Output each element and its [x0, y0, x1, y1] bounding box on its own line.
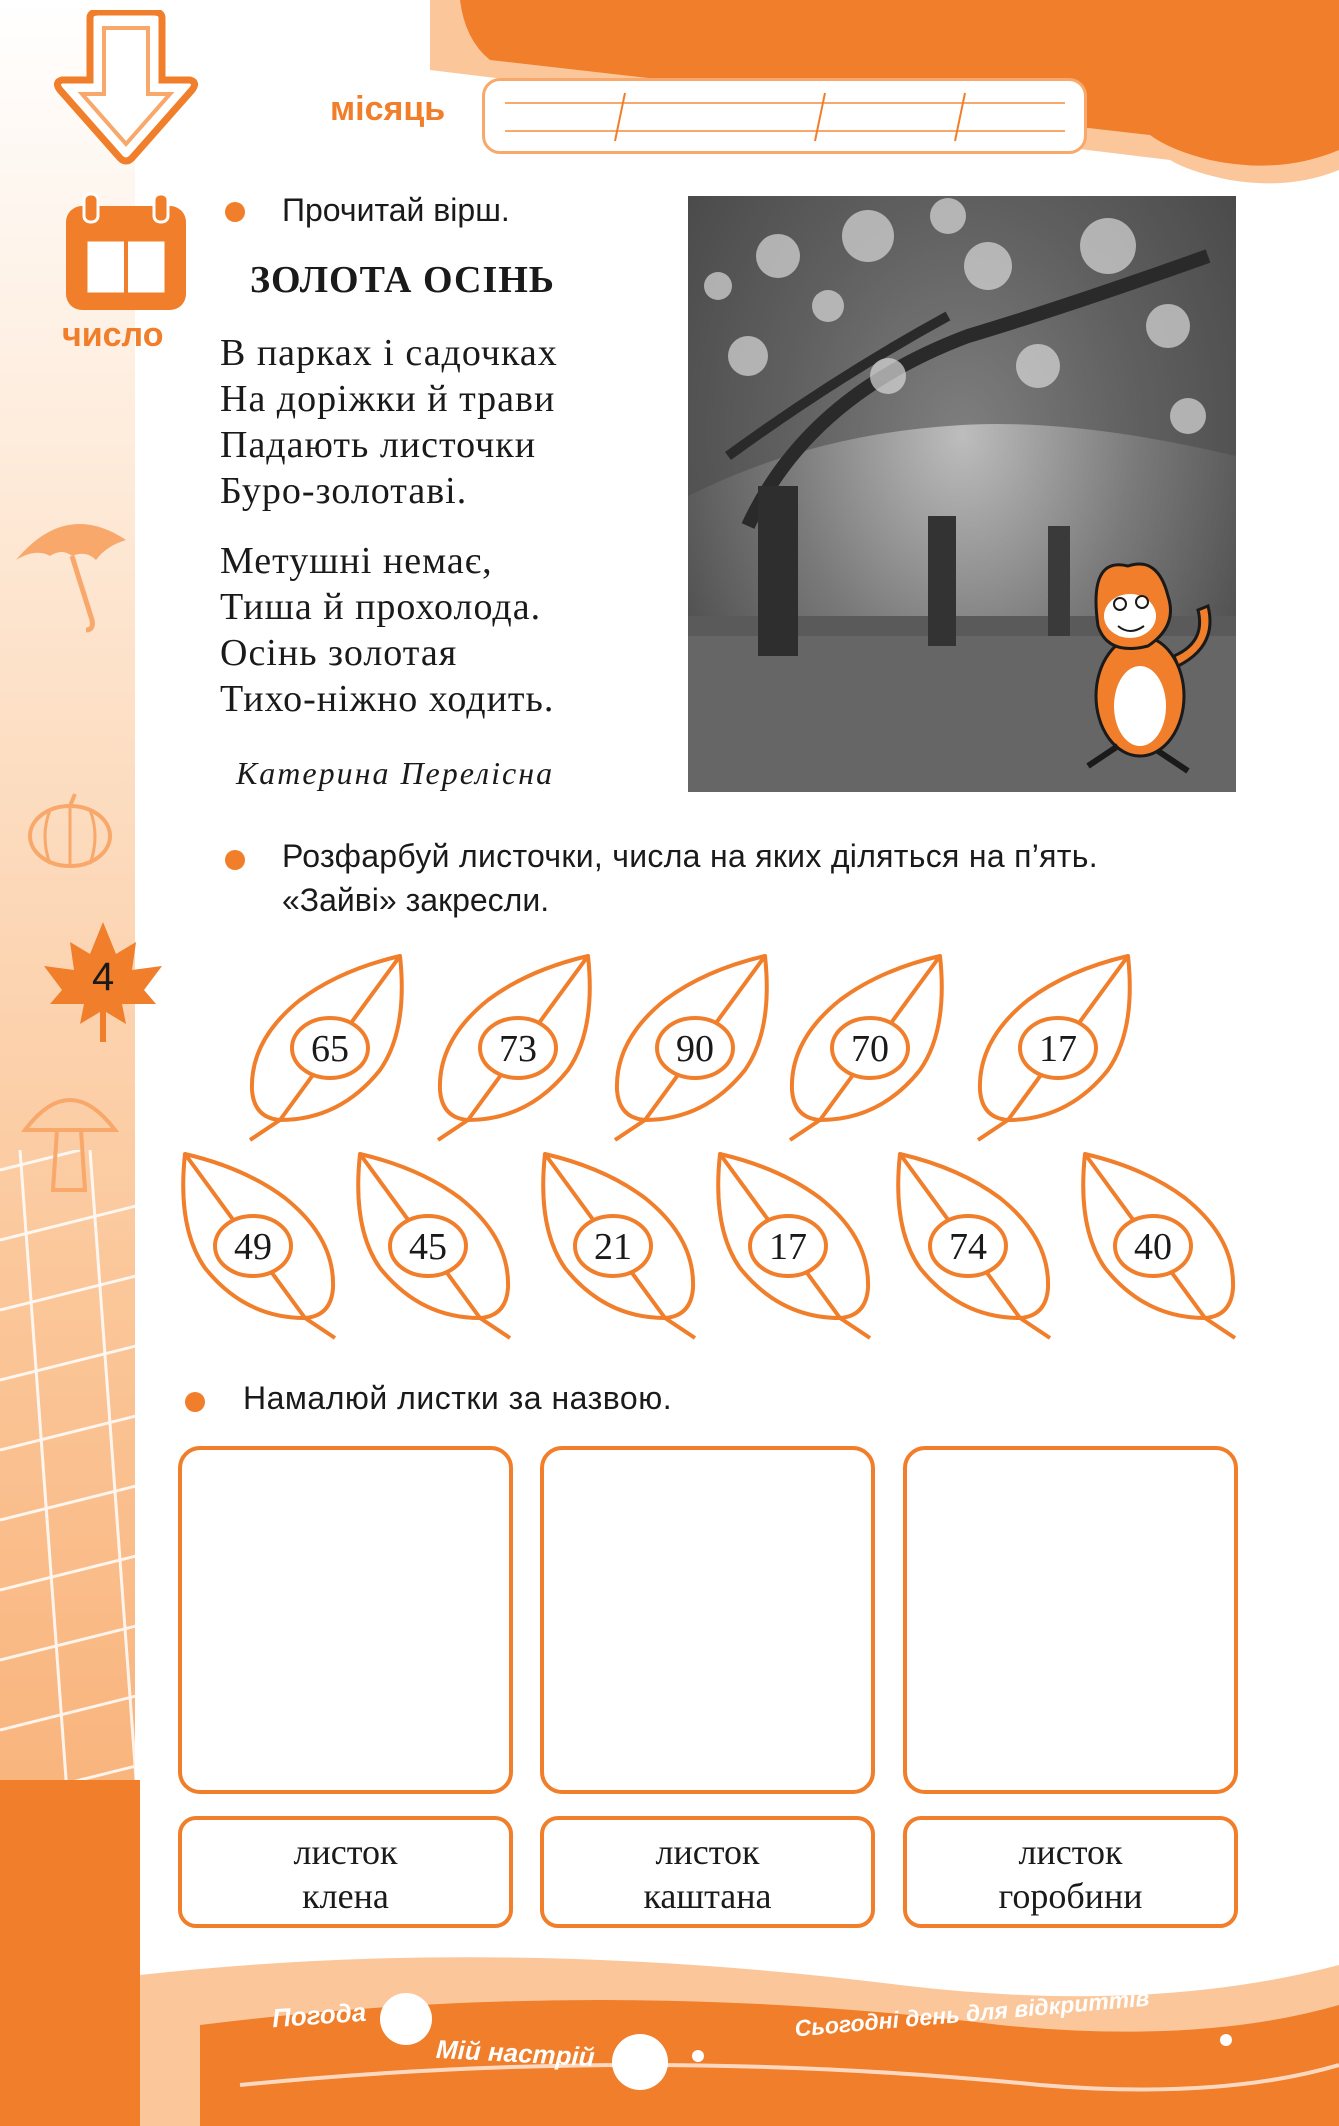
- pumpkin-icon: [25, 790, 115, 870]
- number-leaf[interactable]: [428, 950, 598, 1145]
- leaf-number: 70: [851, 1028, 889, 1070]
- page-number: 4: [92, 955, 115, 999]
- task2-instruction-line2: «Зайві» закресли.: [282, 882, 550, 918]
- leaf-number: 17: [1039, 1028, 1077, 1070]
- label-box-chestnut: [540, 1816, 875, 1928]
- number-leaf[interactable]: [605, 950, 775, 1145]
- label-box-maple: [178, 1816, 513, 1928]
- number-leaf[interactable]: [535, 1148, 705, 1343]
- number-leaf[interactable]: [350, 1148, 520, 1343]
- leaf-number: 90: [676, 1028, 714, 1070]
- footer-dot: [692, 2050, 704, 2062]
- poem-line: Метушні немає,: [220, 540, 493, 582]
- drawing-box-maple[interactable]: [178, 1446, 513, 1794]
- leaf-number: 73: [499, 1028, 537, 1070]
- footer-wave: [0, 1935, 1339, 2126]
- drawing-box-chestnut[interactable]: [540, 1446, 875, 1794]
- task2-bullet: [225, 850, 245, 870]
- leaf-number: 21: [594, 1226, 632, 1268]
- day-label: число: [62, 316, 164, 354]
- leaf-number: 49: [234, 1226, 272, 1268]
- poem-line: Падають листочки: [220, 424, 537, 466]
- leaf-number: 65: [311, 1028, 349, 1070]
- label-line: листок: [1018, 1832, 1123, 1872]
- task1-instruction: Прочитай вірш.: [282, 192, 510, 228]
- umbrella-icon: [6, 500, 146, 640]
- weather-circle[interactable]: [380, 1993, 432, 2045]
- poem-author: Катерина Перелісна: [236, 755, 555, 791]
- poem-line: На доріжки й трави: [220, 378, 556, 420]
- down-arrow-icon: [52, 10, 200, 165]
- task3-instruction: Намалюй листки за назвою.: [243, 1380, 673, 1416]
- poem-stanza-1: [220, 330, 558, 514]
- label-box-rowan: [903, 1816, 1238, 1928]
- poem-line: В парках і садочках: [220, 332, 558, 374]
- label-line: листок: [293, 1832, 398, 1872]
- leaf-number: 17: [769, 1226, 807, 1268]
- number-leaf[interactable]: [175, 1148, 345, 1343]
- task2-instruction-line1: Розфарбуй листочки, числа на яких діляться на п’ять.: [282, 838, 1098, 874]
- label-line: горобини: [998, 1876, 1143, 1916]
- calendar-icon: [62, 190, 192, 315]
- cat-illustration: [1048, 546, 1228, 786]
- number-leaf[interactable]: [240, 950, 410, 1145]
- leaf-number: 40: [1134, 1226, 1172, 1268]
- number-leaf[interactable]: [890, 1148, 1060, 1343]
- number-leaf[interactable]: [968, 950, 1138, 1145]
- footer-dot: [1220, 2034, 1232, 2046]
- leaf-number: 45: [409, 1226, 447, 1268]
- label-line: клена: [302, 1876, 389, 1916]
- mushroom-icon: [15, 1080, 125, 1200]
- number-leaf[interactable]: [780, 950, 950, 1145]
- number-leaf[interactable]: [710, 1148, 880, 1343]
- number-leaf[interactable]: [1075, 1148, 1245, 1343]
- mood-circle[interactable]: [612, 2034, 668, 2090]
- poem-line: Буро-золотаві.: [220, 470, 468, 512]
- task3-bullet: [185, 1392, 205, 1412]
- poem-title: ЗОЛОТА ОСІНЬ: [250, 259, 555, 301]
- month-label: місяць: [330, 90, 446, 128]
- park-photo: [688, 196, 1236, 792]
- day-for-label: Сьогодні день для відкриттів: [793, 1984, 1151, 2042]
- poem-line: Тиша й прохолода.: [220, 586, 542, 628]
- weather-label: Погода: [271, 1996, 368, 2034]
- poem-line: Тихо-ніжно ходить.: [220, 678, 555, 720]
- leaf-number: 74: [949, 1226, 987, 1268]
- drawing-box-rowan[interactable]: [903, 1446, 1238, 1794]
- month-input[interactable]: [482, 78, 1087, 154]
- task1-bullet: [225, 202, 245, 222]
- poem-line: Осінь золотая: [220, 632, 458, 674]
- label-line: листок: [655, 1832, 760, 1872]
- poem-stanza-2: [220, 538, 554, 722]
- mood-label: Мій настрій: [435, 2033, 596, 2073]
- label-line: каштана: [643, 1876, 772, 1916]
